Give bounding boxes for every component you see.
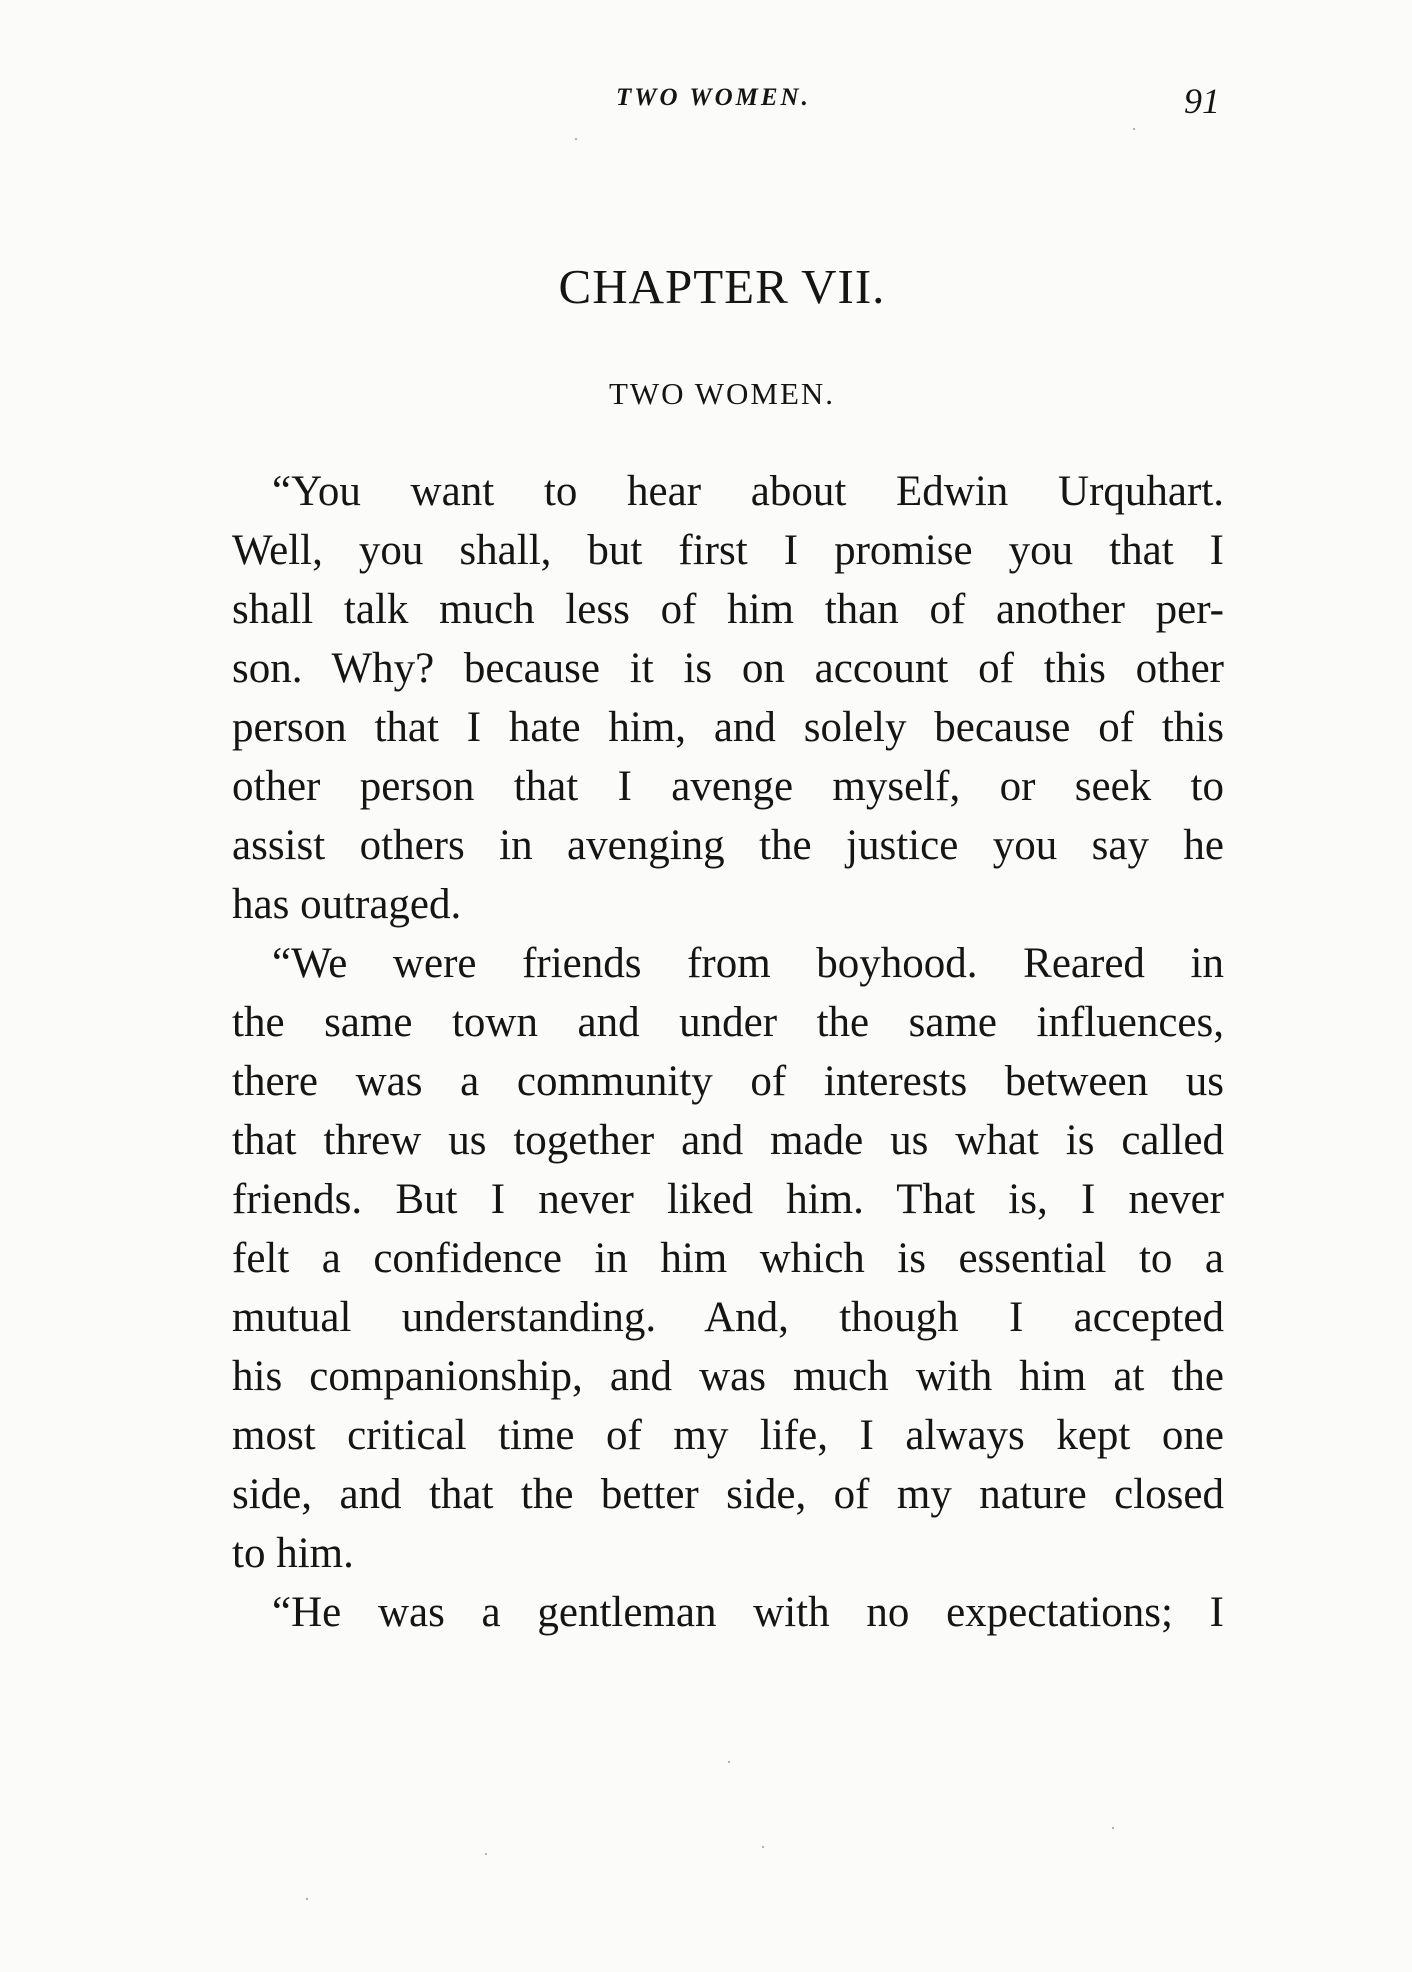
text-line: other person that I avenge myself, or seek to bbox=[232, 763, 1224, 810]
text-line: that threw us together and made us what is called bbox=[232, 1117, 1224, 1164]
paper-speck bbox=[575, 138, 577, 140]
text-line: side, and that the better side, of my nature closed bbox=[232, 1471, 1224, 1518]
text-line: mutual understanding. And, though I accepted bbox=[232, 1294, 1224, 1341]
paper-speck bbox=[485, 1853, 487, 1855]
text-line: felt a confidence in him which is essential to a bbox=[232, 1235, 1224, 1282]
text-line: son. Why? because it is on account of this other bbox=[232, 645, 1224, 692]
paper-speck bbox=[762, 1846, 764, 1848]
text-line: Well, you shall, but first I promise you that I bbox=[232, 527, 1224, 574]
chapter-body-text bbox=[232, 462, 1224, 1642]
text-line: “You want to hear about Edwin Urquhart. bbox=[272, 468, 1224, 515]
text-line: to him. bbox=[232, 1530, 354, 1577]
page-number: 91 bbox=[1184, 81, 1220, 121]
text-line: assist others in avenging the justice you say he bbox=[232, 822, 1224, 869]
text-line: friends. But I never liked him. That is, I never bbox=[232, 1176, 1224, 1223]
paper-speck bbox=[306, 1898, 308, 1900]
text-line: shall talk much less of him than of another per- bbox=[232, 586, 1224, 633]
text-line: has outraged. bbox=[232, 881, 462, 928]
text-line: his companionship, and was much with him at the bbox=[232, 1353, 1224, 1400]
chapter-subtitle: TWO WOMEN. bbox=[608, 376, 836, 411]
text-line: there was a community of interests between us bbox=[232, 1058, 1224, 1105]
chapter-title: CHAPTER VII. bbox=[558, 259, 886, 314]
text-line: “We were friends from boyhood. Reared in bbox=[272, 940, 1224, 987]
text-line: the same town and under the same influences, bbox=[232, 999, 1224, 1046]
paper-speck bbox=[1112, 1827, 1114, 1829]
text-line: “He was a gentleman with no expectations; I bbox=[272, 1589, 1224, 1636]
paper-speck bbox=[1133, 128, 1135, 130]
running-head-title: TWO WOMEN. bbox=[616, 84, 811, 111]
text-line: person that I hate him, and solely because of this bbox=[232, 704, 1224, 751]
text-line: most critical time of my life, I always kept one bbox=[232, 1412, 1224, 1459]
paper-speck bbox=[728, 1761, 730, 1763]
